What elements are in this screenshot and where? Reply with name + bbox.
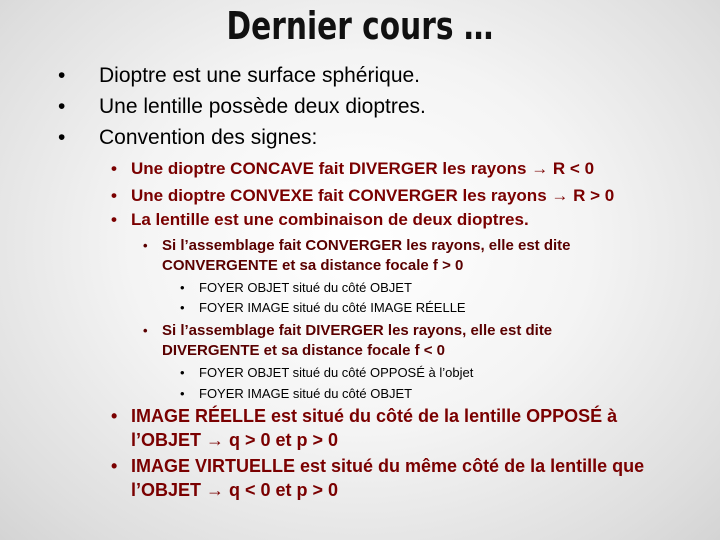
bullet-text: IMAGE RÉELLE est situé du côté de la lentille OPPOSÉ à	[131, 406, 618, 426]
bullet-icon: •	[111, 406, 118, 426]
bullet-text: FOYER IMAGE situé du côté IMAGE RÉELLE	[199, 300, 466, 315]
bullet-icon: •	[143, 238, 148, 253]
bullet-text: Une lentille possède deux dioptres.	[99, 95, 426, 118]
bullet-icon: •	[58, 126, 66, 149]
bullet-icon: •	[180, 365, 185, 380]
bullet-icon: •	[180, 300, 185, 315]
bullet-icon: •	[58, 64, 66, 87]
bullet-icon: •	[111, 456, 118, 476]
bullet-text-continuation: l’OBJET → q < 0 et p > 0	[131, 480, 339, 500]
bullet-text-continuation: CONVERGENTE et sa distance focale f > 0	[162, 257, 464, 274]
bullet-icon: •	[180, 280, 185, 295]
bullet-text: Une dioptre CONVEXE fait CONVERGER les rayons → R > 0	[131, 186, 615, 205]
bullet-text: Dioptre est une surface sphérique.	[99, 64, 421, 87]
bullet-icon: •	[111, 210, 117, 229]
bullet-text: La lentille est une combinaison de deux dioptres.	[131, 210, 529, 229]
bullet-text: Si l’assemblage fait DIVERGER les rayons, elle est dite	[162, 322, 553, 339]
bullet-text: Convention des signes:	[99, 126, 318, 149]
bullet-text: IMAGE VIRTUELLE est situé du même côté de la lentille que	[131, 456, 645, 476]
bullet-icon: •	[180, 386, 185, 401]
bullet-icon: •	[111, 159, 117, 178]
bullet-text-continuation: DIVERGENTE et sa distance focale f < 0	[162, 342, 446, 359]
bullet-text: FOYER OBJET situé du côté OBJET	[199, 280, 412, 295]
bullet-text: Une dioptre CONCAVE fait DIVERGER les rayons → R < 0	[131, 159, 595, 178]
bullet-text: Si l’assemblage fait CONVERGER les rayons, elle est dite	[162, 237, 571, 254]
slide-title: Dernier cours …	[226, 4, 494, 48]
bullet-icon: •	[111, 186, 117, 205]
bullet-icon: •	[143, 323, 148, 338]
bullet-text: FOYER IMAGE situé du côté OBJET	[199, 386, 413, 401]
bullet-icon: •	[58, 95, 66, 118]
bullet-text-continuation: l’OBJET → q > 0 et p > 0	[131, 430, 339, 450]
bullet-text: FOYER OBJET situé du côté OPPOSÉ à l’objet	[199, 365, 474, 380]
